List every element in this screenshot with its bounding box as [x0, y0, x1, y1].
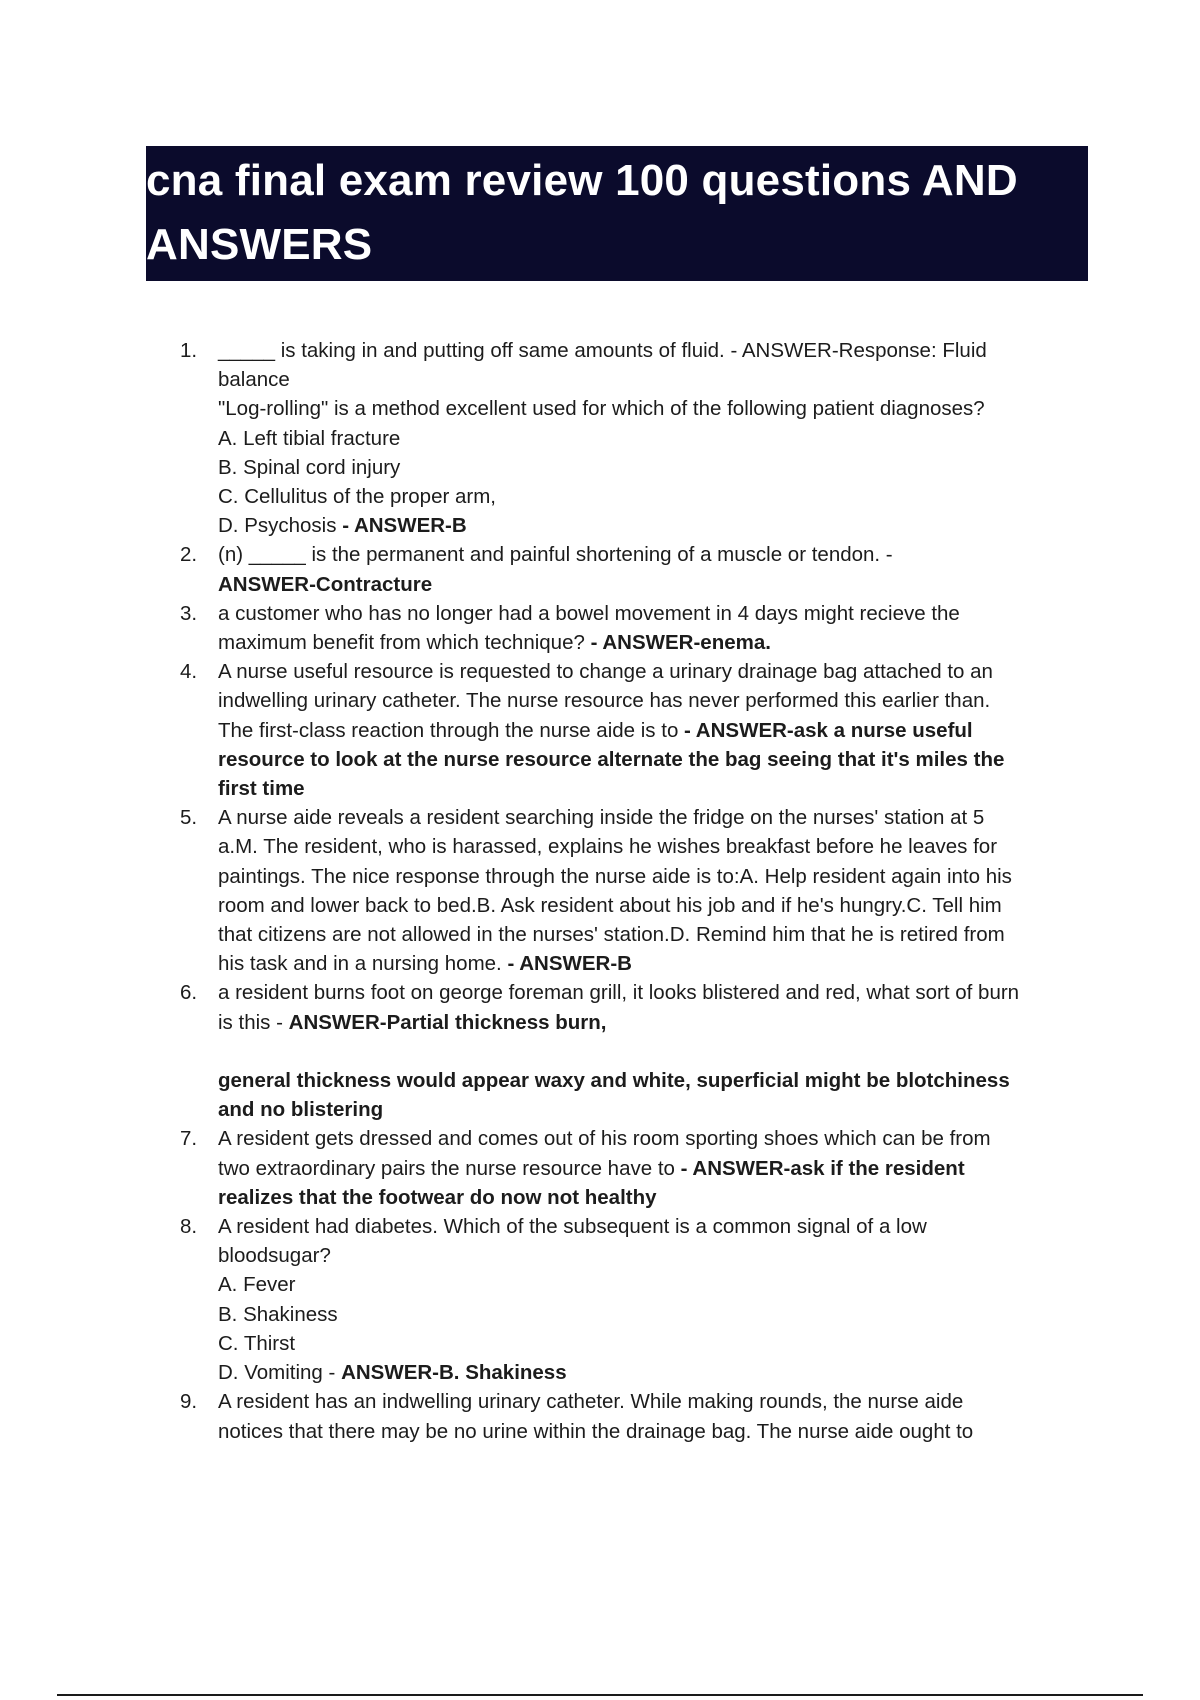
- question-item-6: [178, 978, 1098, 1124]
- answer-option-b: B. Spinal cord injury: [218, 455, 401, 479]
- title-line-1: cna final exam review 100 questions AND: [146, 156, 1018, 205]
- question-answer-line: [218, 716, 1098, 745]
- question-text: A nurse useful resource is requested to change a urinary drainage bag attached to an: [218, 660, 993, 684]
- question-number: 9.: [180, 1390, 198, 1414]
- answer-option-c: C. Thirst: [218, 1331, 296, 1355]
- answer-option-d: D. Psychosis: [218, 514, 337, 538]
- answer-text: ANSWER-Contracture: [218, 572, 433, 596]
- question-item-9: [178, 1387, 1098, 1445]
- answer-text: realizes that the footwear do now not healthy: [218, 1185, 657, 1209]
- answer-text: ANSWER-B. Shakiness: [341, 1361, 567, 1385]
- answer-text: - ANSWER-ask a nurse useful: [684, 718, 973, 742]
- answer-text: first time: [218, 777, 305, 801]
- question-item-5: [178, 803, 1098, 978]
- document-title: [146, 149, 1088, 277]
- question-item-8: [178, 1212, 1098, 1387]
- question-text: A resident gets dressed and comes out of his room sporting shoes which can be from: [218, 1127, 991, 1151]
- question-text: (n) _____ is the permanent and painful shortening of a muscle or tendon. -: [218, 543, 893, 567]
- answer-text: general thickness would appear waxy and white, superficial might be blotchiness: [218, 1069, 1010, 1093]
- question-text: two extraordinary pairs the nurse resource have to: [218, 1156, 675, 1180]
- answer-text: - ANSWER-B: [507, 952, 632, 976]
- question-text: A resident had diabetes. Which of the subsequent is a common signal of a low: [218, 1215, 927, 1239]
- question-number: 6.: [180, 981, 198, 1005]
- title-banner: [146, 146, 1088, 281]
- question-text: paintings. The nice response through the nurse aide is to:A. Help resident again into his: [218, 864, 1012, 888]
- answer-text: - ANSWER-enema.: [590, 631, 771, 655]
- question-text: balance: [218, 368, 290, 392]
- question-list: [178, 336, 1098, 1446]
- question-item-4: [178, 657, 1098, 803]
- answer-option-b: B. Shakiness: [218, 1302, 338, 1326]
- question-number: 1.: [180, 339, 198, 362]
- question-text: "Log-rolling" is a method excellent used for which of the following patient diagnoses?: [218, 397, 985, 421]
- answer-text: - ANSWER-B: [342, 514, 467, 538]
- answer-option-d-line: [218, 1358, 1098, 1387]
- question-item-3: [178, 599, 1098, 657]
- question-text: a.M. The resident, who is harassed, explains he wishes breakfast before he leaves for: [218, 835, 998, 859]
- question-answer-line: [218, 1154, 1098, 1183]
- question-number: 4.: [180, 660, 198, 684]
- answer-option-d: D. Vomiting -: [218, 1361, 336, 1385]
- answer-option-a: A. Left tibial fracture: [218, 426, 401, 450]
- answer-option-a: A. Fever: [218, 1273, 296, 1297]
- answer-text: and no blistering: [218, 1098, 384, 1122]
- question-text: his task and in a nursing home.: [218, 952, 502, 976]
- page-bottom-rule: [57, 1694, 1143, 1696]
- question-number: 3.: [180, 601, 198, 625]
- question-text: A nurse aide reveals a resident searching inside the fridge on the nurses' station at 5: [218, 806, 985, 830]
- title-line-2: ANSWERS: [146, 220, 373, 269]
- question-answer-line: [218, 628, 1098, 657]
- question-number: 2.: [180, 543, 198, 567]
- question-number: 8.: [180, 1215, 198, 1239]
- answer-option-d-line: [218, 511, 1098, 540]
- question-item-7: [178, 1124, 1098, 1212]
- question-number: 5.: [180, 806, 198, 830]
- question-text: bloodsugar?: [218, 1244, 331, 1268]
- answer-text: - ANSWER-ask if the resident: [680, 1156, 965, 1180]
- question-text: a customer who has no longer had a bowel movement in 4 days might recieve the: [218, 601, 960, 625]
- answer-text: resource to look at the nurse resource alternate the bag seeing that it's miles the: [218, 747, 1005, 771]
- answer-text: ANSWER-Partial thickness burn,: [288, 1010, 607, 1034]
- question-text: The first-class reaction through the nurse aide is to: [218, 718, 679, 742]
- question-text: maximum benefit from which technique?: [218, 631, 585, 655]
- question-answer-line: [218, 1008, 1098, 1037]
- question-text: a resident burns foot on george foreman grill, it looks blistered and red, what sort of burn: [218, 981, 1020, 1005]
- question-text: notices that there may be no urine within the drainage bag. The nurse aide ought to: [218, 1419, 974, 1443]
- answer-option-c: C. Cellulitus of the proper arm,: [218, 485, 497, 509]
- question-item-1: [178, 336, 1098, 540]
- question-answer-line: [218, 949, 1098, 978]
- question-text: _____ is taking in and putting off same amounts of fluid. - ANSWER-Response: Fluid: [218, 339, 987, 362]
- question-text: that citizens are not allowed in the nurses' station.D. Remind him that he is retired from: [218, 923, 1005, 947]
- question-text: indwelling urinary catheter. The nurse resource has never performed this earlier than.: [218, 689, 991, 713]
- blank-line: [218, 1037, 1098, 1066]
- question-text: is this -: [218, 1010, 283, 1034]
- question-number: 7.: [180, 1127, 198, 1151]
- question-text: A resident has an indwelling urinary catheter. While making rounds, the nurse aide: [218, 1390, 964, 1414]
- question-item-2: [178, 540, 1098, 598]
- question-text: room and lower back to bed.B. Ask resident about his job and if he's hungry.C. Tell him: [218, 893, 1002, 917]
